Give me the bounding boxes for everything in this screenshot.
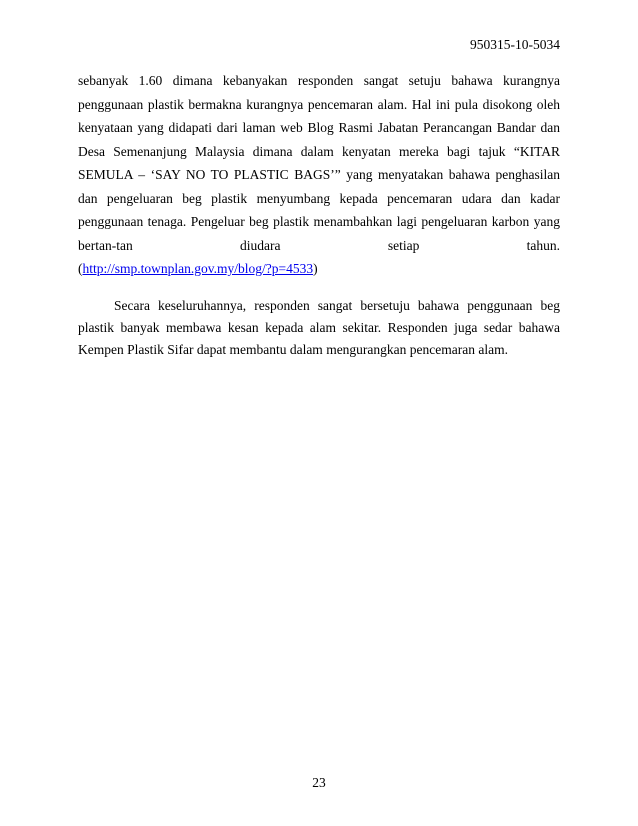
citation-link[interactable]: http://smp.townplan.gov.my/blog/?p=4533 <box>82 261 314 276</box>
citation-open-paren: ( <box>78 261 83 276</box>
document-id-header: 950315-10-5034 <box>470 37 560 52</box>
citation-close-paren: ) <box>313 261 318 276</box>
page-number: 23 <box>312 775 326 790</box>
document-body <box>78 69 560 361</box>
citation-line <box>78 257 560 281</box>
paragraph-2: Secara keseluruhannya, responden sangat bersetuju bahawa penggunaan beg plastik banyak membawa kesan kepada alam sekitar. Responden juga sedar bahawa Kempen Plastik Sifar dapat membantu dalam mengurangkan pencemaran alam. <box>78 297 560 357</box>
paragraph-1: sebanyak 1.60 dimana kebanyakan responden sangat setuju bahawa kurangnya penggunaan plastik bermakna kurangnya pencemaran alam. Hal ini pula disokong oleh kenyataan yang didapati dari laman web Blog Rasmi Jabatan Perancangan Bandar dan Desa Semenanjung Malaysia dimana dalam kenyatan mereka bagi tajuk “KITAR SEMULA – ‘SAY NO TO PLASTIC BAGS’” yang menyatakan bahawa penghasilan dan pengeluaran beg plastik menyumbang kepada pencemaran udara dan kadar penggunaan tenaga. Pengeluar beg plastik menambahkan lagi pengeluaran karbon yang bertan-tan diudara setiap tahun. <box>78 73 560 253</box>
